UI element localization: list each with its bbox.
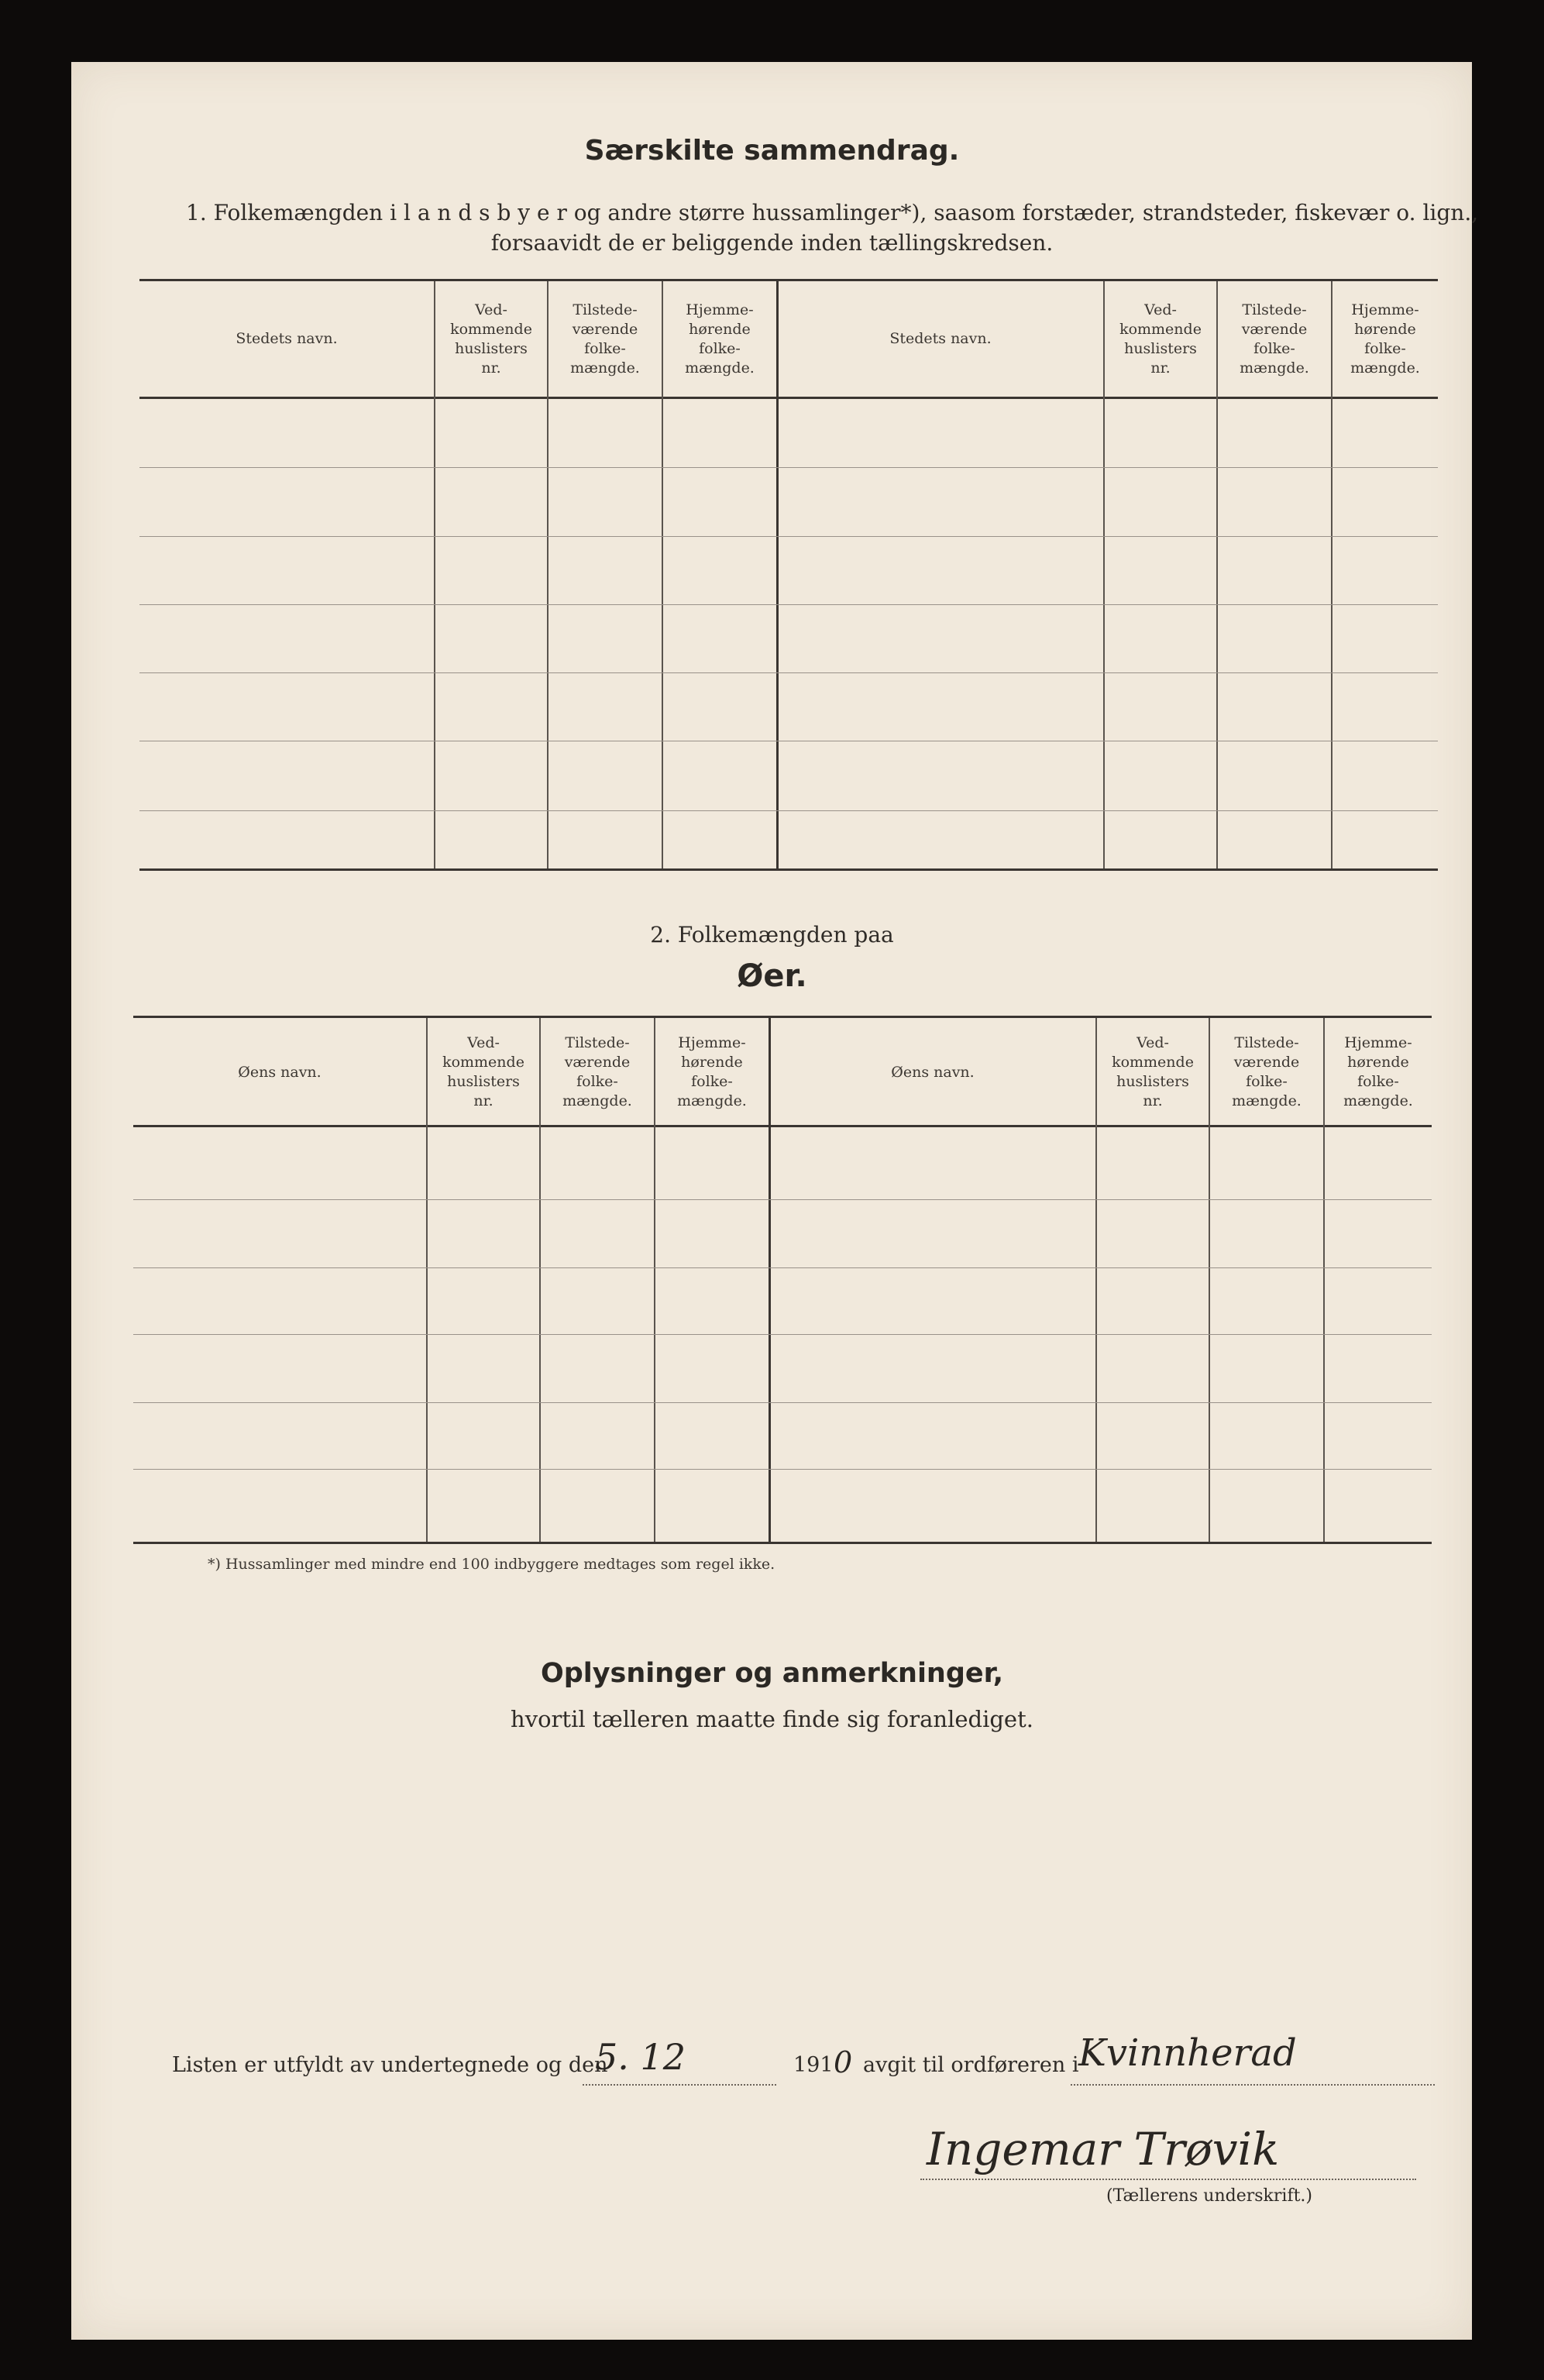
section1-description: 1. Folkemængden i l a n d s b y e r og andre større hussamlinger*), saasom forstæder, strandsteder, fiskevær o. lign.,	[186, 200, 1479, 225]
census-form-page	[71, 62, 1472, 2340]
header-island-list-number-left: Ved- kommende huslisters nr.	[442, 1034, 524, 1109]
table-row-line	[133, 1402, 1432, 1403]
header-island-present-left: Tilstede- værende folke- mængde.	[562, 1034, 632, 1109]
section1-description-cont: forsaavidt de er beliggende inden tællingskredsen.	[490, 230, 1054, 256]
remarks-heading: Oplysninger og anmerkninger,	[540, 1658, 1004, 1689]
year-prefix: 191	[793, 2053, 834, 2077]
header-list-number-left: Ved- kommende huslisters nr.	[450, 301, 532, 377]
header-place-name-left: Stedets navn.	[236, 330, 338, 347]
handwritten-signature: Ingemar Trøvik	[927, 2123, 1280, 2175]
handwritten-municipality: Kvinnherad	[1078, 2031, 1297, 2075]
header-resident-population-left: Hjemme- hørende folke- mængde.	[685, 301, 755, 377]
footnote: *) Hussamlinger med mindre end 100 indbyggere medtages som regel ikke.	[208, 1556, 775, 1573]
table-row-line	[133, 1199, 1432, 1200]
header-place-name-right: Stedets navn.	[889, 330, 992, 347]
section2-title: Øer.	[737, 958, 807, 994]
handwritten-year-digit: 0	[834, 2045, 853, 2079]
header-island-list-number-right: Ved- kommende huslisters nr.	[1112, 1034, 1194, 1109]
header-island-name-right: Øens navn.	[891, 1063, 975, 1081]
table-row-line	[139, 810, 1438, 811]
header-island-resident-left: Hjemme- hørende folke- mængde.	[677, 1034, 747, 1109]
table-row-line	[139, 604, 1438, 605]
handwritten-date: 5. 12	[595, 2036, 686, 2078]
header-island-name-left: Øens navn.	[238, 1063, 322, 1081]
header-resident-population-right: Hjemme- hørende folke- mængde.	[1350, 301, 1420, 377]
header-present-population-left: Tilstede- værende folke- mængde.	[570, 301, 640, 377]
header-list-number-right: Ved- kommende huslisters nr.	[1119, 301, 1202, 377]
table-row-line	[133, 1469, 1432, 1470]
section2-heading: 2. Folkemængden paa	[650, 922, 894, 948]
table-row-line	[133, 1334, 1432, 1335]
table-row-line	[139, 467, 1438, 468]
table-row-line	[139, 536, 1438, 537]
table-row-line	[139, 672, 1438, 673]
header-island-present-right: Tilstede- værende folke- mængde.	[1232, 1034, 1302, 1109]
header-island-resident-right: Hjemme- hørende folke- mængde.	[1343, 1034, 1413, 1109]
table-row-line	[133, 1267, 1432, 1268]
page-title: Særskilte sammendrag.	[584, 135, 960, 167]
header-present-population-right: Tilstede- værende folke- mængde.	[1240, 301, 1309, 377]
remarks-subheading: hvortil tælleren maatte finde sig foranlediget.	[511, 1706, 1033, 1732]
signature-mid-text: avgit til ordføreren i	[863, 2053, 1079, 2077]
signature-intro-text: Listen er utfyldt av undertegnede og den	[172, 2053, 608, 2077]
signature-label: (Tællerens underskrift.)	[1106, 2186, 1312, 2206]
